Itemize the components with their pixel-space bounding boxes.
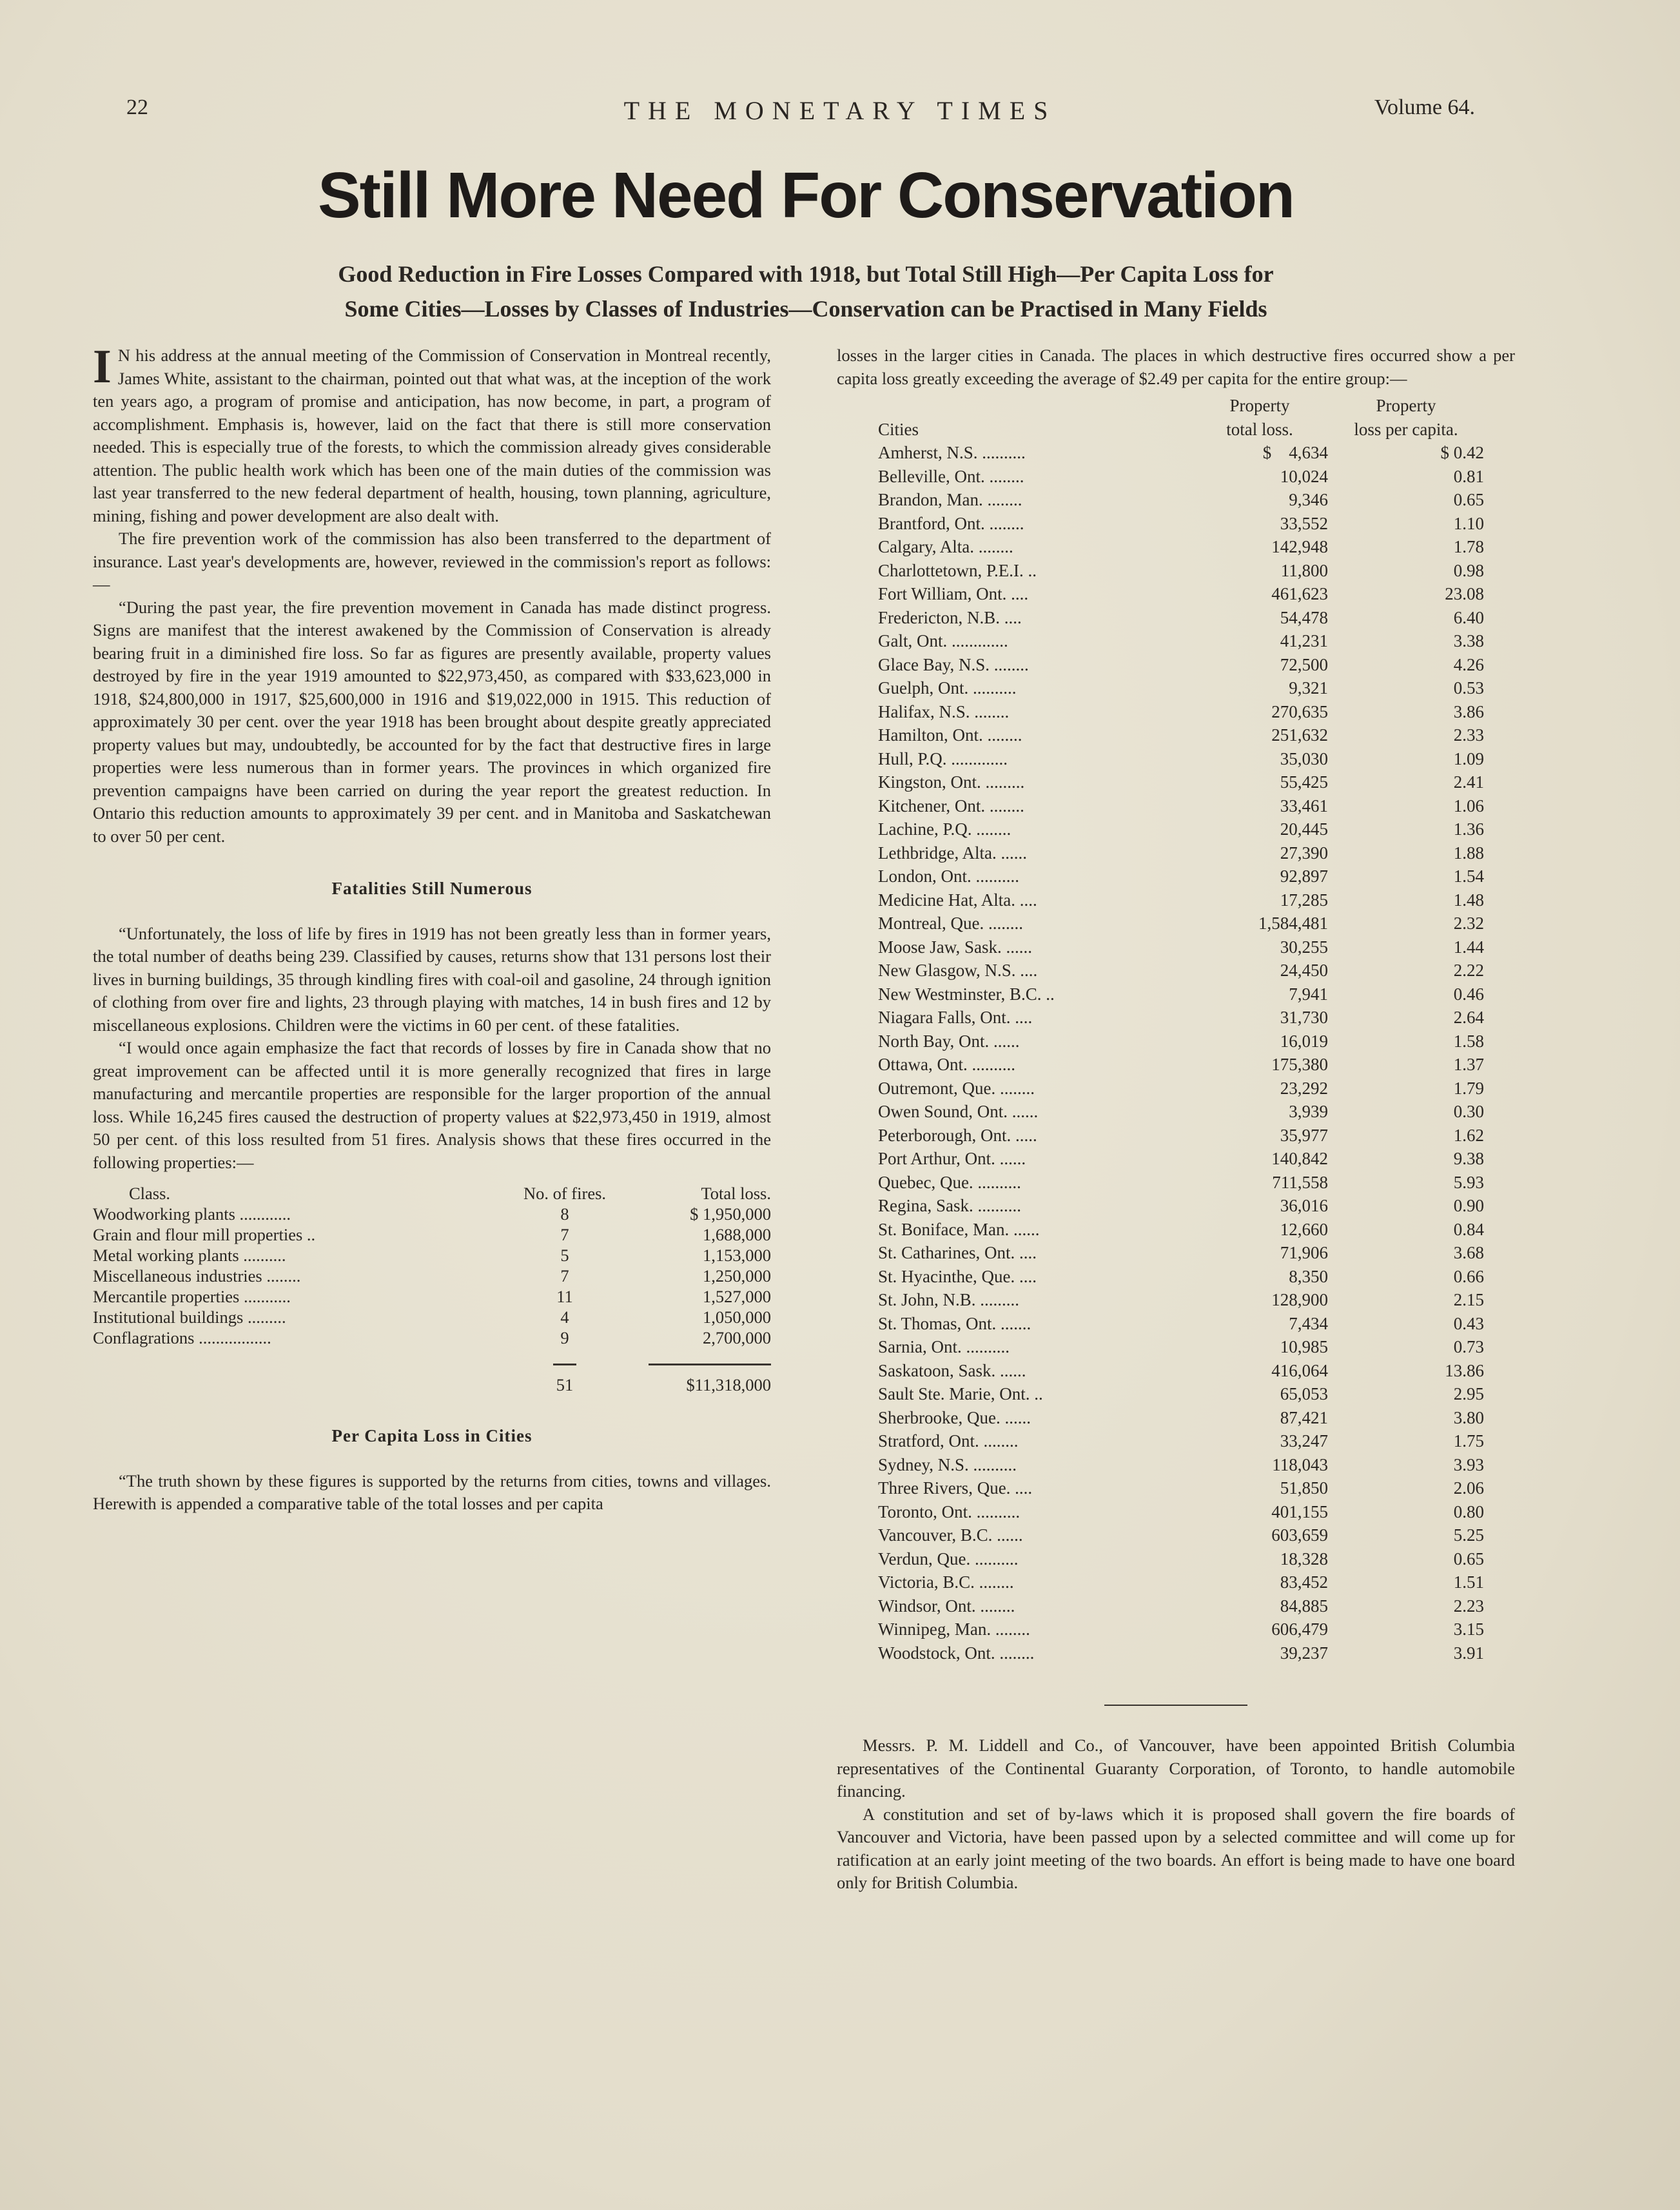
city-name: Halifax, N.S. ........ <box>878 701 1010 721</box>
total-loss: 33,461 <box>1280 796 1328 816</box>
total-loss: 71,906 <box>1280 1243 1328 1262</box>
table-row <box>878 1194 1493 1218</box>
total-loss: 33,552 <box>1280 513 1328 533</box>
deck-line-1: Good Reduction in Fire Losses Compared with 1918, but Total Still High—Per Capita Loss for <box>338 261 1274 287</box>
total-loss: 603,659 <box>1271 1525 1328 1545</box>
per-capita-loss: 0.80 <box>1453 1501 1484 1521</box>
drop-cap: I <box>93 340 112 393</box>
per-capita-loss: 0.84 <box>1453 1219 1484 1239</box>
loss-amount: 2,700,000 <box>703 1328 771 1347</box>
table-row <box>878 1476 1493 1500</box>
per-capita-loss: 0.53 <box>1453 678 1484 698</box>
table-row <box>878 488 1493 512</box>
class-name: Miscellaneous industries ........ <box>93 1266 301 1286</box>
city-name: Fort William, Ont. .... <box>878 584 1029 603</box>
paragraph-2: The fire prevention work of the commission has also been transferred to the department of insurance. Last year's developments are, however, reviewed in the commission's report as follows:— <box>93 529 771 594</box>
per-capita-loss: 1.51 <box>1453 1572 1484 1592</box>
city-name: Niagara Falls, Ont. .... <box>878 1008 1033 1027</box>
city-name: North Bay, Ont. ...... <box>878 1031 1020 1051</box>
table-row <box>878 865 1493 888</box>
total-loss-value: $11,318,000 <box>686 1375 771 1394</box>
city-name: Sault Ste. Marie, Ont. .. <box>878 1384 1043 1403</box>
table-row <box>878 1382 1493 1406</box>
cap-header-line-2: loss per capita. <box>1354 419 1458 439</box>
total-loss: 11,800 <box>1280 560 1328 580</box>
per-capita-loss: 1.06 <box>1453 796 1484 816</box>
table-row <box>878 1265 1493 1289</box>
per-capita-loss: 1.37 <box>1453 1055 1484 1074</box>
per-capita-loss: 1.58 <box>1453 1031 1484 1051</box>
table-row <box>878 1124 1493 1148</box>
city-name: Woodstock, Ont. ........ <box>878 1643 1035 1663</box>
page-number: 22 <box>126 95 148 119</box>
paragraph-6: “The truth shown by these figures is supported by the returns from cities, towns and villages. Herewith is appended a comparative table of the total losses and per capita <box>93 1471 771 1513</box>
per-capita-loss: 2.06 <box>1453 1478 1484 1498</box>
class-table-header <box>93 1183 771 1204</box>
total-loss: 416,064 <box>1271 1360 1328 1380</box>
cities-header: Cities <box>878 419 919 439</box>
table-row <box>878 912 1493 935</box>
per-capita-loss: 3.91 <box>1453 1643 1484 1663</box>
fire-count: 11 <box>556 1287 573 1306</box>
fire-count: 5 <box>560 1246 569 1265</box>
city-name: Kitchener, Ont. ........ <box>878 796 1024 816</box>
total-loss: 92,897 <box>1280 866 1328 886</box>
table-row <box>878 1453 1493 1477</box>
table-row <box>878 983 1493 1006</box>
total-loss: 142,948 <box>1271 537 1328 556</box>
total-loss: 251,632 <box>1271 725 1328 745</box>
table-row <box>878 794 1493 818</box>
table-row <box>878 888 1493 912</box>
total-loss: 31,730 <box>1280 1008 1328 1027</box>
paragraph-4: “Unfortunately, the loss of life by fires in 1919 has not been greatly less than in former years, the total number of deaths being 239. Classified by causes, returns show that 131 persons lost their lives in burning buildings, 35 through kindling fires with coal-oil and gasoline, 24 through ignition of clothing from over fire and lights, 23 through playing with matches, 14 in bush fires and 12 by miscellaneous explosions. Children were the victims in 60 per cent. of these fatalities. <box>93 923 771 1035</box>
per-capita-loss: 6.40 <box>1453 607 1484 627</box>
total-loss: 270,635 <box>1271 701 1328 721</box>
per-capita-loss: 1.44 <box>1453 937 1484 957</box>
per-capita-loss: 3.15 <box>1453 1619 1484 1639</box>
table-row <box>878 1030 1493 1053</box>
deck-line-2: Some Cities—Losses by Classes of Industries—Conservation can be Practised in Many Fields <box>344 296 1267 322</box>
table-row <box>878 535 1493 559</box>
per-capita-loss: 2.22 <box>1453 961 1484 980</box>
total-loss: 65,053 <box>1280 1384 1328 1403</box>
total-rule <box>649 1364 771 1365</box>
total-loss: 83,452 <box>1280 1572 1328 1592</box>
city-name: Quebec, Que. .......... <box>878 1172 1021 1192</box>
city-name: St. Catharines, Ont. .... <box>878 1243 1037 1262</box>
total-loss: 30,255 <box>1280 937 1328 957</box>
total-loss: 18,328 <box>1280 1549 1328 1569</box>
city-name: Winnipeg, Man. ........ <box>878 1619 1030 1639</box>
table-row <box>878 770 1493 794</box>
loss-header: Total loss. <box>701 1184 771 1203</box>
total-loss: 3,939 <box>1289 1102 1328 1121</box>
table-row <box>878 747 1493 771</box>
city-name: Guelph, Ont. .......... <box>878 678 1017 698</box>
table-row <box>878 1100 1493 1124</box>
table-row <box>878 465 1493 489</box>
table-row <box>878 1147 1493 1171</box>
total-loss: 20,445 <box>1280 819 1328 839</box>
city-name: Regina, Sask. .......... <box>878 1196 1021 1215</box>
article-headline: Still More Need For Conservation <box>317 159 1294 231</box>
per-capita-loss: 0.65 <box>1453 490 1484 509</box>
total-loss: 72,500 <box>1280 654 1328 674</box>
per-capita-loss: 0.46 <box>1453 984 1484 1004</box>
class-header: Class. <box>129 1184 171 1203</box>
per-capita-loss: 1.36 <box>1453 819 1484 839</box>
city-name: Outremont, Que. ........ <box>878 1078 1035 1098</box>
total-loss: 55,425 <box>1280 772 1328 792</box>
total-loss: 606,479 <box>1271 1619 1328 1639</box>
city-name: Belleville, Ont. ........ <box>878 466 1024 486</box>
city-name: Vancouver, B.C. ...... <box>878 1525 1023 1545</box>
table-row <box>878 1429 1493 1453</box>
table-row <box>93 1245 771 1266</box>
per-capita-loss: 0.43 <box>1453 1313 1484 1333</box>
table-row <box>878 653 1493 677</box>
paragraph-7: losses in the larger cities in Canada. The places in which destructive fires occurred show a per capita loss greatly exceeding the average of $2.49 per capita for the entire group:— <box>837 346 1515 388</box>
city-name: Fredericton, N.B. .... <box>878 607 1022 627</box>
total-loss: 7,941 <box>1289 984 1328 1004</box>
city-name: Charlottetown, P.E.I. .. <box>878 560 1037 580</box>
city-name: Sydney, N.S. .......... <box>878 1454 1017 1474</box>
table-row <box>878 1006 1493 1030</box>
per-capita-loss: 1.09 <box>1453 748 1484 768</box>
per-capita-loss: 0.81 <box>1453 466 1484 486</box>
per-capita-loss: 0.65 <box>1453 1549 1484 1569</box>
table-row <box>878 1500 1493 1524</box>
total-loss: 41,231 <box>1280 631 1328 650</box>
city-name: Port Arthur, Ont. ...... <box>878 1149 1026 1168</box>
news-item-1: Messrs. P. M. Liddell and Co., of Vancouver, have been appointed British Columbia representatives of the Continental Guaranty Corporation, of Toronto, to handle automobile financing. <box>837 1736 1515 1801</box>
city-name: Toronto, Ont. .......... <box>878 1501 1021 1521</box>
per-capita-loss: 2.95 <box>1453 1384 1484 1403</box>
table-row <box>878 1312 1493 1336</box>
fire-count: 7 <box>560 1266 569 1286</box>
loss-amount: 1,153,000 <box>703 1246 771 1265</box>
per-capita-loss: 2.23 <box>1453 1596 1484 1616</box>
total-row <box>93 1348 771 1395</box>
per-capita-loss: 1.78 <box>1453 537 1484 556</box>
city-name: Montreal, Que. ........ <box>878 914 1023 933</box>
per-capita-loss: 4.26 <box>1453 654 1484 674</box>
table-row <box>878 441 1493 465</box>
loss-amount: $ 1,950,000 <box>690 1204 771 1224</box>
table-row <box>878 676 1493 700</box>
per-capita-loss: 1.88 <box>1453 843 1484 863</box>
total-loss: 35,977 <box>1280 1125 1328 1145</box>
fire-count: 4 <box>560 1307 569 1327</box>
per-capita-loss: 5.93 <box>1453 1172 1484 1192</box>
table-row <box>878 841 1493 865</box>
table-row <box>878 1288 1493 1312</box>
per-capita-loss: 1.48 <box>1453 890 1484 910</box>
table-row <box>878 1335 1493 1359</box>
total-loss: 23,292 <box>1280 1078 1328 1098</box>
city-name: Sherbrooke, Que. ...... <box>878 1407 1031 1427</box>
city-name: St. Thomas, Ont. ....... <box>878 1313 1031 1333</box>
paragraph-3: “During the past year, the fire prevention movement in Canada has made distinct progress. Signs are manifest that the interest awakened by the Commission of Conservation is already bearing fruit in a diminished fire loss. So far as figures are presently available, property values destroyed by fire in the year 1919 amounted to $22,973,450, as compared with $33,623,000 in 1918, $24,800,000 in 1917, $25,600,000 in 1916 and $19,022,000 in 1915. This reduction of approximately 30 per cent. over the year 1918 has been brought about despite greatly appreciated property values but may, undoubtedly, be accounted for by the fact that destructive fires in large properties were less numerous than in former years. The provinces in which organized fire prevention campaigns have been carried on during the year report the greatest reduction. In Ontario this reduction amounts to approximately 39 per cent. and in Manitoba and Saskatchewan to over 50 per cent. <box>93 597 771 846</box>
per-capita-loss: 0.90 <box>1453 1196 1484 1215</box>
per-capita-loss: 13.86 <box>1445 1360 1484 1380</box>
table-row <box>878 1241 1493 1265</box>
per-capita-loss: 0.73 <box>1453 1337 1484 1356</box>
city-name: Calgary, Alta. ........ <box>878 537 1013 556</box>
total-loss: 9,346 <box>1289 490 1328 509</box>
city-name: New Glasgow, N.S. .... <box>878 961 1038 980</box>
total-loss: 36,016 <box>1280 1196 1328 1215</box>
total-loss: 27,390 <box>1280 843 1328 863</box>
total-loss: 1,584,481 <box>1258 914 1328 933</box>
volume-label: Volume 64. <box>1374 95 1475 119</box>
city-table-body <box>878 441 1493 1665</box>
city-name: St. John, N.B. ......... <box>878 1290 1020 1309</box>
city-name: Lachine, P.Q. ........ <box>878 819 1011 839</box>
city-name: New Westminster, B.C. .. <box>878 984 1055 1004</box>
table-row <box>878 1523 1493 1547</box>
per-capita-loss: 2.15 <box>1453 1290 1484 1309</box>
subhead-per-capita: Per Capita Loss in Cities <box>331 1426 532 1445</box>
per-capita-loss: 3.93 <box>1453 1454 1484 1474</box>
table-row <box>878 1218 1493 1242</box>
city-name: Peterborough, Ont. ..... <box>878 1125 1037 1145</box>
news-item-2: A constitution and set of by-laws which it is proposed shall govern the fire boards of Vancouver and Victoria, have been passed upon by a selected committee and will come up for ratification at an early joint meeting of the two boards. An effort is being made to have one board only for British Columbia. <box>837 1804 1515 1892</box>
left-column <box>93 340 771 1516</box>
city-name: Moose Jaw, Sask. ...... <box>878 937 1032 957</box>
city-name: Verdun, Que. .......... <box>878 1549 1019 1569</box>
loss-amount: 1,050,000 <box>703 1307 771 1327</box>
per-capita-loss: 3.38 <box>1453 631 1484 650</box>
paragraph-5: “I would once again emphasize the fact that records of losses by fire in Canada show that no great improvement can be affected until it is more generally recognized that fires in large manufacturing and mercantile properties are responsible for the larger proportion of the annual loss. While 16,245 fires caused the destruction of property values at $22,973,450 in 1919, almost 50 per cent. of this loss resulted from 51 fires. Analysis shows that these fires occurred in the following properties:— <box>93 1038 771 1172</box>
city-table-header-line-2 <box>878 418 1493 442</box>
total-loss: 35,030 <box>1280 748 1328 768</box>
table-row <box>878 1618 1493 1641</box>
city-name: Three Rivers, Que. .... <box>878 1478 1033 1498</box>
table-row <box>878 512 1493 536</box>
per-capita-loss: 2.41 <box>1453 772 1484 792</box>
per-capita-loss: 3.68 <box>1453 1243 1484 1262</box>
loss-amount: 1,250,000 <box>703 1266 771 1286</box>
per-capita-loss: 3.80 <box>1453 1407 1484 1427</box>
table-row <box>878 723 1493 747</box>
subhead-fatalities: Fatalities Still Numerous <box>331 879 532 898</box>
fires-header: No. of fires. <box>523 1184 607 1203</box>
city-name: Owen Sound, Ont. ...... <box>878 1102 1039 1121</box>
table-row <box>93 1327 771 1348</box>
table-row <box>878 817 1493 841</box>
section-divider <box>1104 1705 1247 1706</box>
per-capita-loss: 1.54 <box>1453 866 1484 886</box>
city-losses-table <box>878 394 1493 1665</box>
city-name: Hamilton, Ont. ........ <box>878 725 1022 745</box>
fire-count: 7 <box>560 1225 569 1244</box>
total-loss: 16,019 <box>1280 1031 1328 1051</box>
class-name: Grain and flour mill properties .. <box>93 1225 316 1244</box>
per-capita-loss: 9.38 <box>1453 1149 1484 1168</box>
article-deck <box>0 257 1612 326</box>
per-capita-loss: 2.64 <box>1453 1008 1484 1027</box>
per-capita-loss: 0.30 <box>1453 1102 1484 1121</box>
table-row <box>878 1359 1493 1383</box>
table-row <box>878 1171 1493 1195</box>
losses-by-class-table <box>93 1183 771 1395</box>
journal-title: THE MONETARY TIMES <box>623 96 1057 125</box>
running-head <box>0 95 1680 134</box>
total-rule <box>553 1364 576 1365</box>
city-name: Glace Bay, N.S. ........ <box>878 654 1029 674</box>
table-row <box>93 1224 771 1245</box>
table-row <box>93 1266 771 1286</box>
total-loss: 9,321 <box>1289 678 1328 698</box>
per-capita-loss: 2.33 <box>1453 725 1484 745</box>
table-row <box>93 1286 771 1307</box>
paragraph-1-text: N his address at the annual meeting of the Commission of Conservation in Montreal recently, James White, assistant to the chairman, pointed out that what was, at the inception of the work ten years ago, a program of promise and anticipation, has now become, in part, a program of accomplishment. Emphasis is, however, laid on the fact that there is still more conservation needed. This is especially true of the forests, to which the commission already gives considerable attention. The public health work which has been one of the main duties of the commission was last year transferred to the new federal department of health, housing, town planning, agriculture, mining, fishing and power development are also dealt with. <box>93 346 771 525</box>
loss-amount: 1,527,000 <box>703 1287 771 1306</box>
city-name: St. Hyacinthe, Que. .... <box>878 1266 1037 1286</box>
city-name: St. Boniface, Man. ...... <box>878 1219 1040 1239</box>
city-name: Kingston, Ont. ......... <box>878 772 1025 792</box>
total-loss: 175,380 <box>1271 1055 1328 1074</box>
table-row <box>93 1307 771 1327</box>
city-name: Brantford, Ont. ........ <box>878 513 1024 533</box>
city-name: Windsor, Ont. ........ <box>878 1596 1015 1616</box>
table-row <box>878 1077 1493 1100</box>
city-name: Stratford, Ont. ........ <box>878 1431 1019 1451</box>
total-loss: 10,024 <box>1280 466 1328 486</box>
table-row <box>93 1204 771 1224</box>
total-loss: 7,434 <box>1289 1313 1328 1333</box>
total-fires <box>520 1348 610 1395</box>
total-loss: 12,660 <box>1280 1219 1328 1239</box>
total-loss: 8,350 <box>1289 1266 1328 1286</box>
city-name: Hull, P.Q. ............. <box>878 748 1008 768</box>
paragraph-1 <box>93 340 771 527</box>
class-name: Woodworking plants ............ <box>93 1204 291 1224</box>
per-capita-loss: 1.10 <box>1453 513 1484 533</box>
total-loss: 24,450 <box>1280 961 1328 980</box>
per-capita-loss: 2.32 <box>1453 914 1484 933</box>
table-row <box>878 700 1493 724</box>
per-capita-loss: 5.25 <box>1453 1525 1484 1545</box>
table-row <box>878 1570 1493 1594</box>
total-loss: 10,985 <box>1280 1337 1328 1356</box>
cap-header-line-1: Property <box>1376 396 1436 415</box>
table-row <box>878 1594 1493 1618</box>
total-fires-value: 51 <box>556 1375 574 1394</box>
per-capita-loss: 1.62 <box>1453 1125 1484 1145</box>
total-loss: 54,478 <box>1280 607 1328 627</box>
city-name: Saskatoon, Sask. ...... <box>878 1360 1026 1380</box>
loss-amount: 1,688,000 <box>703 1225 771 1244</box>
city-name: Victoria, B.C. ........ <box>878 1572 1014 1592</box>
fire-count: 8 <box>560 1204 569 1224</box>
table-row <box>878 582 1493 606</box>
city-table-header-line-1 <box>878 394 1493 418</box>
loss-header-line-2: total loss. <box>1226 419 1293 439</box>
table-row <box>878 1053 1493 1077</box>
table-row <box>878 606 1493 630</box>
class-name: Conflagrations ................. <box>93 1328 271 1347</box>
class-name: Mercantile properties ........... <box>93 1287 291 1306</box>
total-loss: $ 4,634 <box>1262 443 1328 462</box>
total-loss: 84,885 <box>1280 1596 1328 1616</box>
class-name: Metal working plants .......... <box>93 1246 286 1265</box>
city-name: Lethbridge, Alta. ...... <box>878 843 1027 863</box>
table-row <box>878 959 1493 983</box>
loss-header-line-1: Property <box>1229 396 1290 415</box>
fire-count: 9 <box>560 1328 569 1347</box>
city-name: London, Ont. .......... <box>878 866 1019 886</box>
total-loss: 33,247 <box>1280 1431 1328 1451</box>
total-loss: 17,285 <box>1280 890 1328 910</box>
table-row <box>878 1547 1493 1571</box>
city-name: Medicine Hat, Alta. .... <box>878 890 1037 910</box>
city-name: Galt, Ont. ............. <box>878 631 1008 650</box>
city-name: Ottawa, Ont. .......... <box>878 1055 1015 1074</box>
city-name: Brandon, Man. ........ <box>878 490 1022 509</box>
per-capita-loss: 0.98 <box>1453 560 1484 580</box>
per-capita-loss: $ 0.42 <box>1440 443 1484 462</box>
per-capita-loss: 23.08 <box>1445 584 1484 603</box>
total-loss: 711,558 <box>1272 1172 1328 1192</box>
total-loss: 140,842 <box>1271 1149 1328 1168</box>
total-loss: 87,421 <box>1280 1407 1328 1427</box>
per-capita-loss: 0.66 <box>1453 1266 1484 1286</box>
city-name: Sarnia, Ont. .......... <box>878 1337 1010 1356</box>
class-name: Institutional buildings ......... <box>93 1307 286 1327</box>
total-loss: 51,850 <box>1280 1478 1328 1498</box>
per-capita-loss: 1.79 <box>1453 1078 1484 1098</box>
per-capita-loss: 1.75 <box>1453 1431 1484 1451</box>
per-capita-loss: 3.86 <box>1453 701 1484 721</box>
table-row <box>878 1406 1493 1430</box>
total-loss: 39,237 <box>1280 1643 1328 1663</box>
total-loss: 401,155 <box>1271 1501 1328 1521</box>
table-row <box>878 935 1493 959</box>
right-column <box>837 344 1515 1895</box>
total-loss: 128,900 <box>1271 1290 1328 1309</box>
total-loss <box>610 1348 771 1395</box>
city-name: Amherst, N.S. .......... <box>878 443 1026 462</box>
total-loss: 118,043 <box>1272 1454 1328 1474</box>
table-row <box>878 559 1493 583</box>
table-row <box>878 1641 1493 1665</box>
total-loss: 461,623 <box>1271 584 1328 603</box>
table-row <box>878 629 1493 653</box>
